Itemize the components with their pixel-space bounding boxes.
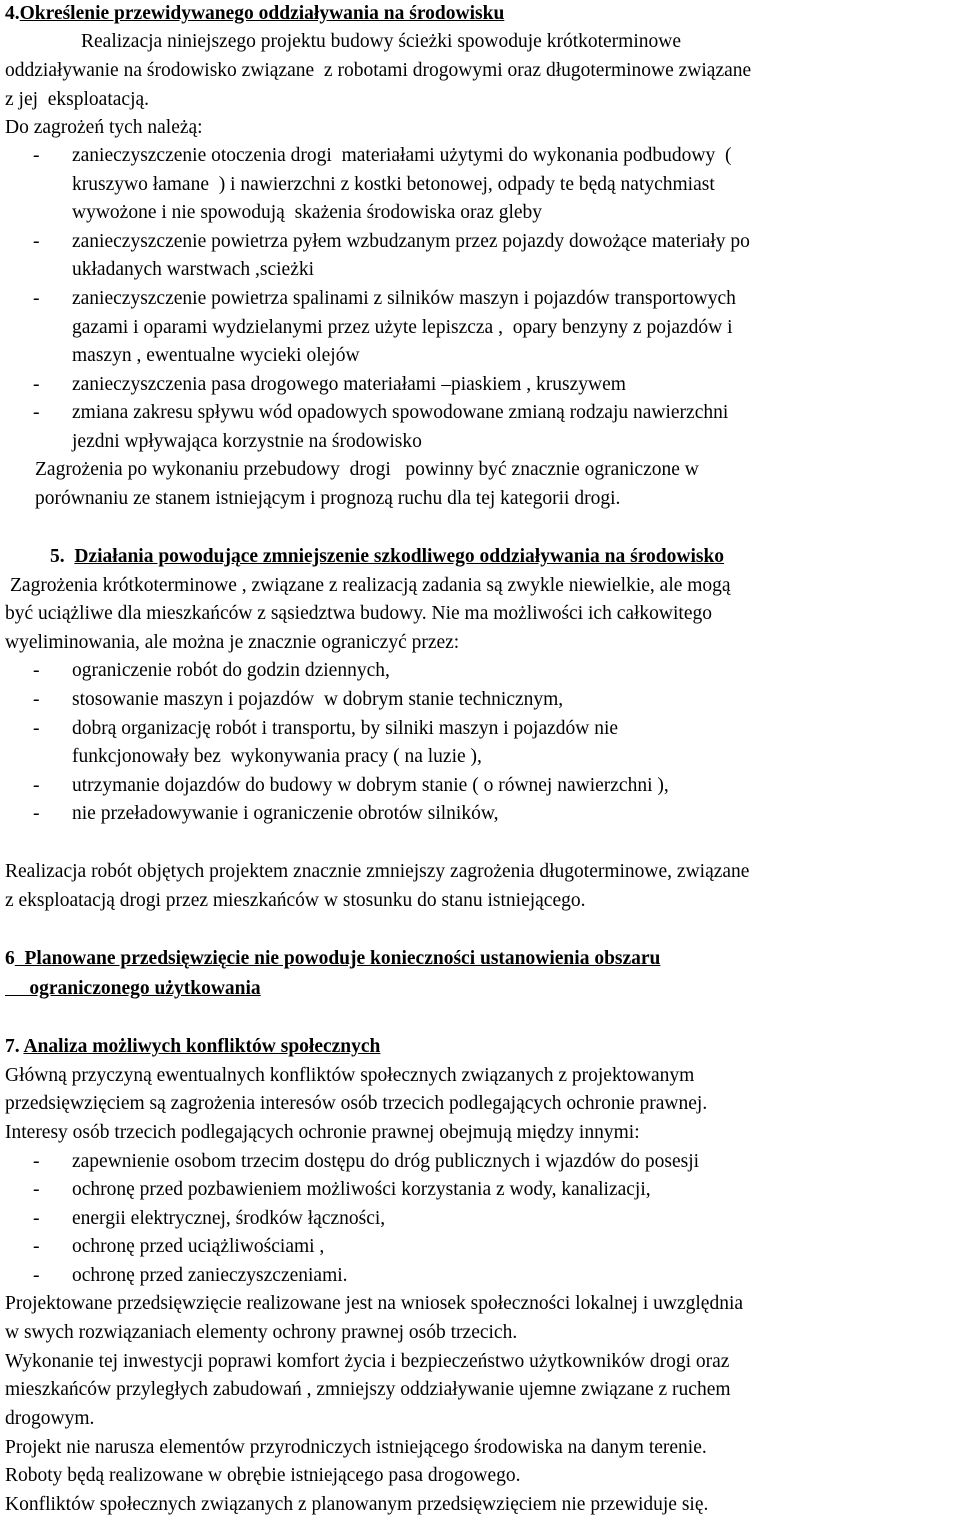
text-line bbox=[5, 1319, 517, 1347]
line-text: porównaniu ze stanem istniejącym i prognozą ruchu dla tej kategorii drogi. bbox=[35, 488, 621, 509]
line-text: Roboty będą realizowane w obrębie istniejącego pasa drogowego. bbox=[5, 1465, 521, 1486]
section-heading bbox=[5, 945, 660, 973]
text-line bbox=[72, 314, 733, 342]
section-heading bbox=[5, 975, 261, 1003]
line-text: być uciążliwe dla mieszkańców z sąsiedztwa budowy. Nie ma możliwości ich całkowitego bbox=[5, 603, 712, 624]
section-number: 4. bbox=[5, 3, 20, 24]
list-item-text: zanieczyszczenia pasa drogowego materiałami –piaskiem , kruszywem bbox=[72, 374, 626, 395]
section-title: Określenie przewidywanego oddziaływania na środowisku bbox=[19, 3, 505, 24]
line-text: Zagrożenia po wykonaniu przebudowy drogi powinny być znacznie ograniczone w bbox=[35, 459, 699, 480]
section-heading bbox=[50, 543, 724, 571]
list-bullet: - bbox=[33, 718, 40, 739]
list-item-text: zmiana zakresu spływu wód opadowych spowodowane zmianą rodzaju nawierzchni bbox=[72, 402, 729, 423]
text-line bbox=[5, 57, 751, 85]
section-title: Analiza możliwych konfliktów społecznych bbox=[23, 1036, 381, 1057]
text-line bbox=[5, 114, 203, 142]
line-text: oddziaływanie na środowisko związane z robotami drogowymi oraz długoterminowe związane bbox=[5, 60, 752, 81]
line-text: maszyn , ewentualne wycieki olejów bbox=[72, 345, 360, 366]
line-text: gazami i oparami wydzielanymi przez użyte lepiszcza , opary benzyny z pojazdów i bbox=[72, 317, 733, 338]
line-text: przedsięwzięciem są zagrożenia interesów osób trzecich podlegających ochronie prawnej. bbox=[5, 1093, 708, 1114]
text-line bbox=[72, 743, 482, 771]
text-line bbox=[5, 1434, 707, 1462]
section-title: Działania powodujące zmniejszenie szkodliwego oddziaływania na środowisko bbox=[74, 546, 725, 567]
line-text: Zagrożenia krótkoterminowe , związane z realizacją zadania są zwykle niewielkie, ale mogą bbox=[10, 575, 731, 596]
list-bullet: - bbox=[33, 660, 40, 681]
text-line bbox=[5, 1290, 743, 1318]
text-line bbox=[5, 887, 586, 915]
line-text: Wykonanie tej inwestycji poprawi komfort życia i bezpieczeństwo użytkowników drogi oraz bbox=[5, 1351, 730, 1372]
list-bullet: - bbox=[33, 231, 40, 252]
list-bullet: - bbox=[33, 288, 40, 309]
text-line bbox=[5, 1348, 729, 1376]
text-line bbox=[10, 572, 731, 600]
list-item-text: ochronę przed zanieczyszczeniami. bbox=[72, 1265, 348, 1286]
list-item-text: zanieczyszczenie powietrza spalinami z silników maszyn i pojazdów transportowych bbox=[72, 288, 736, 309]
text-line bbox=[72, 199, 542, 227]
line-text: Projektowane przedsięwzięcie realizowane jest na wniosek społeczności lokalnej i uwzględnia bbox=[5, 1293, 744, 1314]
line-text: w swych rozwiązaniach elementy ochrony prawnej osób trzecich. bbox=[5, 1322, 518, 1343]
section-title: ograniczonego użytkowania bbox=[5, 978, 261, 999]
text-line bbox=[72, 171, 715, 199]
line-text: z eksploatacją drogi przez mieszkańców w stosunku do stanu istniejącego. bbox=[5, 890, 586, 911]
section-heading bbox=[5, 0, 504, 28]
text-line bbox=[5, 1119, 640, 1147]
list-bullet: - bbox=[33, 775, 40, 796]
text-line bbox=[5, 86, 149, 114]
line-text: kruszywo łamane ) i nawierzchni z kostki betonowej, odpady te będą natychmiast bbox=[72, 174, 715, 195]
section-number: 7. bbox=[5, 1036, 24, 1057]
line-text: Do zagrożeń tych należą: bbox=[5, 117, 203, 138]
line-text: Realizacja niniejszego projektu budowy ścieżki spowoduje krótkoterminowe bbox=[81, 31, 681, 52]
line-text: drogowym. bbox=[5, 1408, 95, 1429]
list-item-text: stosowanie maszyn i pojazdów w dobrym stanie technicznym, bbox=[72, 689, 564, 710]
text-line bbox=[72, 342, 360, 370]
list-item-text: nie przeładowywanie i ograniczenie obrotów silników, bbox=[72, 803, 499, 824]
line-text: z jej eksploatacją. bbox=[5, 89, 150, 110]
text-line bbox=[5, 858, 749, 886]
text-line bbox=[5, 1405, 94, 1433]
line-text: mieszkańców przyległych zabudowań , zmniejszy oddziaływanie ujemne związane z ruchem bbox=[5, 1379, 731, 1400]
text-line bbox=[81, 28, 681, 56]
list-bullet: - bbox=[33, 689, 40, 710]
list-item-text: zapewnienie osobom trzecim dostępu do dróg publicznych i wjazdów do posesji bbox=[72, 1151, 700, 1172]
list-bullet: - bbox=[33, 1236, 40, 1257]
line-text: wyeliminowania, ale można je znacznie ograniczyć przez: bbox=[5, 632, 460, 653]
line-text: układanych warstwach ,scieżki bbox=[72, 259, 315, 280]
text-line bbox=[5, 1491, 708, 1519]
list-bullet: - bbox=[33, 402, 40, 423]
text-line bbox=[35, 456, 699, 484]
text-line bbox=[72, 428, 422, 456]
list-item-text: zanieczyszczenie powietrza pyłem wzbudzanym przez pojazdy dowożące materiały po bbox=[72, 231, 750, 252]
text-line bbox=[5, 1462, 520, 1490]
line-text: Interesy osób trzecich podlegających ochronie prawnej obejmują między innymi: bbox=[5, 1122, 640, 1143]
line-text: funkcjonowały bez wykonywania pracy ( na luzie ), bbox=[72, 746, 482, 767]
text-line bbox=[5, 600, 712, 628]
list-bullet: - bbox=[33, 1208, 40, 1229]
list-bullet: - bbox=[33, 803, 40, 824]
section-heading bbox=[5, 1033, 380, 1061]
list-item-text: zanieczyszczenie otoczenia drogi materiałami użytymi do wykonania podbudowy ( bbox=[72, 145, 732, 166]
list-bullet: - bbox=[33, 1179, 40, 1200]
line-text: Konfliktów społecznych związanych z planowanym przedsięwzięciem nie przewiduje się. bbox=[5, 1494, 709, 1515]
line-text: wywożone i nie spowodują skażenia środowiska oraz gleby bbox=[72, 202, 543, 223]
line-text: Realizacja robót objętych projektem znacznie zmniejszy zagrożenia długoterminowe, związane bbox=[5, 861, 750, 882]
text-line bbox=[35, 485, 620, 513]
section-number: 5. bbox=[50, 546, 75, 567]
line-text: Główną przyczyną ewentualnych konfliktów społecznych związanych z projektowanym bbox=[5, 1065, 695, 1086]
list-bullet: - bbox=[33, 145, 40, 166]
list-item-text: utrzymanie dojazdów do budowy w dobrym stanie ( o równej nawierzchni ), bbox=[72, 775, 669, 796]
list-bullet: - bbox=[33, 1265, 40, 1286]
section-title: Planowane przedsięwzięcie nie powoduje konieczności ustanowienia obszaru bbox=[14, 948, 661, 969]
text-line bbox=[5, 1062, 694, 1090]
list-bullet: - bbox=[33, 374, 40, 395]
list-item-text: dobrą organizację robót i transportu, by silniki maszyn i pojazdów nie bbox=[72, 718, 619, 739]
text-line bbox=[5, 1090, 707, 1118]
list-item-text: energii elektrycznej, środków łączności, bbox=[72, 1208, 386, 1229]
text-line bbox=[72, 256, 314, 284]
list-item-text: ograniczenie robót do godzin dziennych, bbox=[72, 660, 390, 681]
text-line bbox=[5, 1376, 731, 1404]
text-line bbox=[5, 629, 459, 657]
list-bullet: - bbox=[33, 1151, 40, 1172]
section-number: 6 bbox=[5, 948, 15, 969]
list-item-text: ochronę przed pozbawieniem możliwości korzystania z wody, kanalizacji, bbox=[72, 1179, 651, 1200]
line-text: Projekt nie narusza elementów przyrodniczych istniejącego środowiska na danym terenie. bbox=[5, 1437, 707, 1458]
line-text: jezdni wpływająca korzystnie na środowisko bbox=[72, 431, 422, 452]
list-item-text: ochronę przed uciążliwościami , bbox=[72, 1236, 325, 1257]
